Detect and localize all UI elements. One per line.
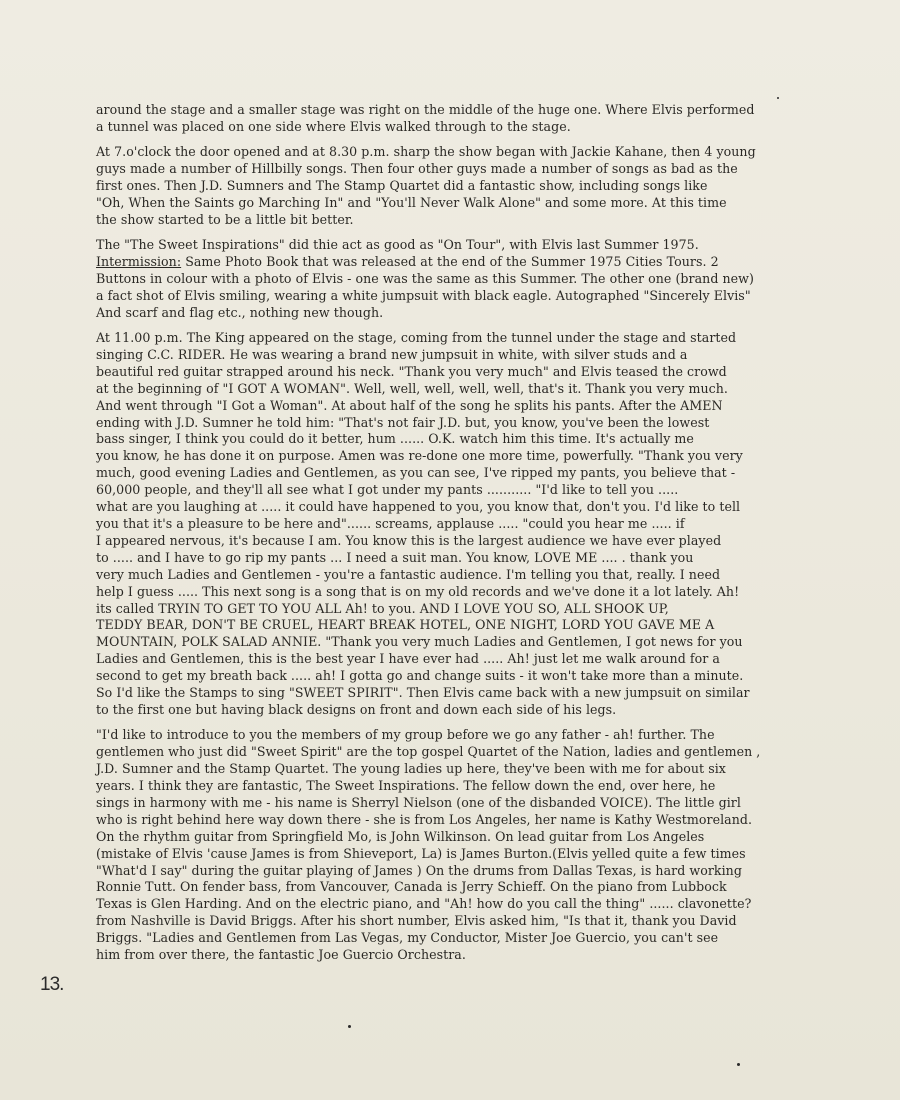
text-line: to ..... and I have to go rip my pants ... I need a suit man. You know, LOVE ME .... . thank you (96, 549, 694, 565)
text-line: At 11.00 p.m. The King appeared on the stage, coming from the tunnel under the stage and started (96, 330, 737, 346)
text-line: J.D. Sumner and the Stamp Quartet. The young ladies up here, they've been with me for about six (96, 761, 726, 777)
text-line: the show started to be a little bit better. (96, 211, 354, 227)
text-line: On the rhythm guitar from Springfield Mo, is John Wilkinson. On lead guitar from Los Angeles (96, 828, 705, 844)
text-line: you that it's a pleasure to be here and"...... screams, applause ..... "could you hear me ..... if (96, 516, 685, 532)
text-line: 60,000 people, and they'll all see what I got under my pants ........... "I'd like to tell you ..... (96, 482, 679, 498)
text-line: first ones. Then J.D. Sumners and The Stamp Quartet did a fantastic show, including songs like (96, 178, 708, 194)
text-line: bass singer, I think you could do it better, hum ...... O.K. watch him this time. It's actually me (96, 431, 694, 447)
text-line: Texas is Glen Harding. And on the electric piano, and "Ah! how do you call the thing" ...... clavonette? (96, 896, 752, 912)
paragraph (96, 144, 814, 229)
text-line: sings in harmony with me - his name is Sherryl Nielson (one of the disbanded VOICE). The little girl (96, 794, 741, 810)
intermission-label: Intermission: (96, 254, 182, 270)
text-line: second to get my breath back ..... ah! I gotta go and change suits - it won't take more than a minute. (96, 668, 744, 684)
stray-dot-mark (777, 97, 779, 99)
text-line: gentlemen who just did "Sweet Spirit" are the top gospel Quartet of the Nation, ladies and gentlemen , (96, 744, 761, 760)
text-line: ending with J.D. Sumner he told him: "That's not fair J.D. but, you know, you've been the lowest (96, 414, 710, 430)
text-line: a fact shot of Elvis smiling, wearing a white jumpsuit with black eagle. Autographed "Sincerely Elvis" (96, 287, 751, 303)
text-line: MOUNTAIN, POLK SALAD ANNIE. "Thank you very much Ladies and Gentlemen, I got news for you (96, 634, 743, 650)
text-line: its called TRYIN TO GET TO YOU ALL Ah! to you. AND I LOVE YOU SO, ALL SHOOK UP, (96, 600, 669, 616)
paragraph (96, 237, 814, 322)
paragraph (96, 102, 814, 136)
text-line: very much Ladies and Gentlemen - you're a fantastic audience. I'm telling you that, really. I need (96, 566, 721, 582)
text-line: Ladies and Gentlemen, this is the best year I have ever had ..... Ah! just let me walk around for a (96, 651, 720, 667)
paragraph (96, 330, 814, 719)
stray-dot-mark (737, 1063, 740, 1066)
text-line-rest: Same Photo Book that was released at the end of the Summer 1975 Cities Tours. 2 (181, 254, 719, 270)
text-line: I appeared nervous, it's because I am. You know this is the largest audience we have ever played (96, 532, 722, 548)
text-line: Buttons in colour with a photo of Elvis - one was the same as this Summer. The other one (brand new) (96, 270, 754, 286)
text-line: at the beginning of "I GOT A WOMAN". Well, well, well, well, well, that's it. Thank you very much. (96, 380, 728, 396)
text-line: guys made a number of Hillbilly songs. Then four other guys made a number of songs as bad as the (96, 161, 738, 177)
text-line: So I'd like the Stamps to sing "SWEET SPIRIT". Then Elvis came back with a new jumpsuit on similar (96, 685, 750, 701)
article-body (96, 102, 814, 972)
text-line: him from over there, the fantastic Joe Guercio Orchestra. (96, 947, 466, 963)
text-line: you know, he has done it on purpose. Amen was re-done one more time, powerfully. "Thank you very (96, 448, 743, 464)
text-line: around the stage and a smaller stage was right on the middle of the huge one. Where Elvis performed (96, 102, 755, 117)
text-line: "I'd like to introduce to you the members of my group before we go any father - ah! further. The (96, 727, 715, 743)
text-line: much, good evening Ladies and Gentlemen, as you can see, I've ripped my pants, you believe that - (96, 465, 736, 481)
text-line: "What'd I say" during the guitar playing of James ) On the drums from Dallas Texas, is hard working (96, 862, 742, 878)
text-line: And went through "I Got a Woman". At about half of the song he splits his pants. After the AMEN (96, 397, 723, 413)
text-line: (mistake of Elvis 'cause James is from Shieveport, La) is James Burton.(Elvis yelled quite a few times (96, 845, 746, 861)
text-line: The "The Sweet Inspirations" did thie act as good as "On Tour", with Elvis last Summer 1975. (96, 237, 699, 253)
text-line: help I guess ..... This next song is a song that is on my old records and we've done it a lot lately. Ah! (96, 583, 740, 599)
text-line: TEDDY BEAR, DON'T BE CRUEL, HEART BREAK HOTEL, ONE NIGHT, LORD YOU GAVE ME A (96, 617, 715, 633)
text-line: "Oh, When the Saints go Marching In" and "You'll Never Walk Alone" and some more. At this time (96, 194, 727, 210)
text-line: who is right behind here way down there - she is from Los Angeles, her name is Kathy Westmoreland. (96, 811, 753, 827)
text-line: to the first one but having black designs on front and down each side of his legs. (96, 701, 617, 717)
page-number: 13. (40, 974, 64, 995)
text-line: Briggs. "Ladies and Gentlemen from Las Vegas, my Conductor, Mister Joe Guercio, you can't see (96, 930, 719, 946)
text-line: what are you laughing at ..... it could have happened to you, you know that, don't you. I'd like to tell (96, 499, 741, 515)
text-line: beautiful red guitar strapped around his neck. "Thank you very much" and Elvis teased the crowd (96, 363, 727, 379)
text-line (96, 254, 814, 271)
text-line: years. I think they are fantastic, The Sweet Inspirations. The fellow down the end, over here, he (96, 778, 716, 793)
paragraph (96, 727, 814, 964)
text-line: singing C.C. RIDER. He was wearing a brand new jumpsuit in white, with silver studs and a (96, 346, 688, 362)
text-line: At 7.o'clock the door opened and at 8.30 p.m. sharp the show began with Jackie Kahane, then 4 young (96, 144, 756, 160)
text-line: from Nashville is David Briggs. After his short number, Elvis asked him, "Is that it, thank you David (96, 913, 737, 929)
stray-dot-mark (348, 1025, 351, 1028)
text-line: And scarf and flag etc., nothing new though. (96, 304, 384, 320)
text-line: Ronnie Tutt. On fender bass, from Vancouver, Canada is Jerry Schieff. On the piano from Lubbock (96, 879, 727, 895)
text-line: a tunnel was placed on one side where Elvis walked through to the stage. (96, 118, 571, 134)
